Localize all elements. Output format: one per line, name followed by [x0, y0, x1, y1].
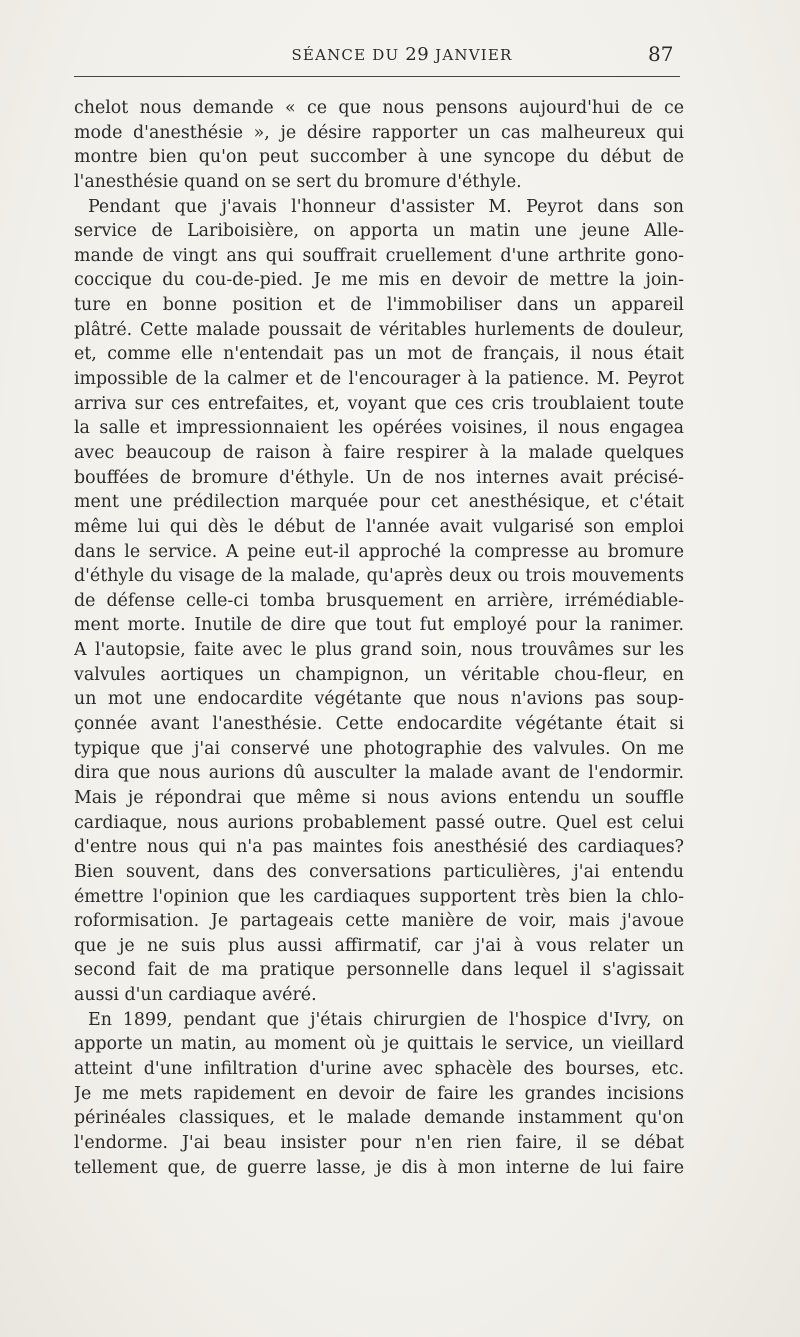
- text-line: la salle et impressionnaient les opérées voisines, il nous engagea: [74, 418, 684, 439]
- text-line: même lui qui dès le début de l'année avait vulgarisé son emploi: [74, 516, 684, 537]
- page-header: [74, 44, 680, 70]
- text-line: impossible de la calmer et de l'encourager à la patience. M. Peyrot: [74, 369, 684, 390]
- text-line: tellement que, de guerre lasse, je dis à mon interne de lui faire: [74, 1157, 684, 1178]
- text-line: arriva sur ces entrefaites, et, voyant que ces cris troublaient toute: [74, 393, 684, 414]
- running-head-pre: SÉANCE DU: [291, 46, 406, 64]
- page-number: 87: [648, 42, 674, 66]
- text-line: d'entre nous qui n'a pas maintes fois anesthésié des cardiaques?: [74, 837, 684, 858]
- text-line: A l'autopsie, faite avec le plus grand soin, nous trouvâmes sur les: [74, 640, 684, 661]
- text-line: ment une prédilection marquée pour cet anesthésique, et c'était: [74, 492, 684, 513]
- text-line: aussi d'un cardiaque avéré.: [74, 985, 317, 1006]
- text-line: mode d'anesthésie », je désire rapporter un cas malheureux qui: [74, 122, 684, 143]
- text-line: apporte un matin, au moment où je quittais le service, un vieillard: [74, 1034, 684, 1055]
- text-line: En 1899, pendant que j'étais chirurgien de l'hospice d'Ivry, on: [88, 1009, 684, 1030]
- text-line: d'éthyle du visage de la malade, qu'après deux ou trois mouvements: [74, 566, 684, 587]
- text-line: l'endorme. J'ai beau insister pour n'en rien faire, il se débat: [74, 1132, 684, 1153]
- text-line: de défense celle-ci tomba brusquement en arrière, irrémédiable-: [74, 590, 684, 611]
- text-line: coccique du cou-de-pied. Je me mis en devoir de mettre la join-: [74, 270, 684, 291]
- running-head-day: 29: [405, 44, 430, 65]
- text-line: typique que j'ai conservé une photographie des valvules. On me: [74, 738, 684, 759]
- text-line: que je ne suis plus aussi affirmatif, car j'ai à vous relater un: [74, 935, 684, 956]
- text-line: chelot nous demande « ce que nous pensons aujourd'hui de ce: [74, 98, 684, 118]
- text-line: valvules aortiques un champignon, un véritable chou-fleur, en: [74, 664, 684, 685]
- text-line: un mot une endocardite végétante que nous n'avions pas soup-: [74, 689, 684, 710]
- text-line: atteint d'une infiltration d'urine avec sphacèle des bourses, etc.: [74, 1058, 684, 1079]
- header-rule: [74, 76, 680, 77]
- body-text: [74, 96, 684, 1180]
- text-line: cardiaque, nous aurions probablement passé outre. Quel est celui: [74, 812, 684, 833]
- text-line: mande de vingt ans qui souffrait cruellement d'une arthrite gono-: [74, 245, 684, 266]
- text-line: montre bien qu'on peut succomber à une syncope du début de: [74, 147, 684, 168]
- text-line: second fait de ma pratique personnelle dans lequel il s'agissait: [74, 960, 684, 981]
- text-line: Bien souvent, dans des conversations particulières, j'ai entendu: [74, 861, 684, 882]
- text-line: Mais je répondrai que même si nous avions entendu un souffle: [74, 787, 684, 808]
- text-line: périnéales classiques, et le malade demande instamment qu'on: [74, 1108, 684, 1129]
- running-head: [74, 44, 680, 65]
- text-line: ture en bonne position et de l'immobiliser dans un appareil: [74, 295, 684, 316]
- text-line: service de Lariboisière, on apporta un matin une jeune Alle-: [74, 221, 684, 242]
- text-line: l'anesthésie quand on se sert du bromure d'éthyle.: [74, 171, 522, 192]
- text-line: avec beaucoup de raison à faire respirer à la malade quelques: [74, 442, 684, 463]
- text-line: Je me mets rapidement en devoir de faire les grandes incisions: [74, 1083, 684, 1104]
- text-line: émettre l'opinion que les cardiaques supportent très bien la chlo-: [74, 886, 684, 907]
- text-line: çonnée avant l'anesthésie. Cette endocardite végétante était si: [74, 714, 684, 735]
- text-line: dans le service. A peine eut-il approché la compresse au bromure: [74, 541, 684, 562]
- text-line: dira que nous aurions dû ausculter la malade avant de l'endormir.: [74, 763, 684, 784]
- running-head-post: JANVIER: [429, 46, 513, 64]
- text-line: Pendant que j'avais l'honneur d'assister M. Peyrot dans son: [88, 196, 684, 217]
- text-line: ment morte. Inutile de dire que tout fut employé pour la ranimer.: [74, 615, 684, 636]
- text-line: roformisation. Je partageais cette manière de voir, mais j'avoue: [74, 911, 684, 932]
- text-line: et, comme elle n'entendait pas un mot de français, il nous était: [74, 344, 684, 365]
- text-line: plâtré. Cette malade poussait de véritables hurlements de douleur,: [74, 319, 684, 340]
- text-line: bouffées de bromure d'éthyle. Un de nos internes avait précisé-: [74, 467, 684, 488]
